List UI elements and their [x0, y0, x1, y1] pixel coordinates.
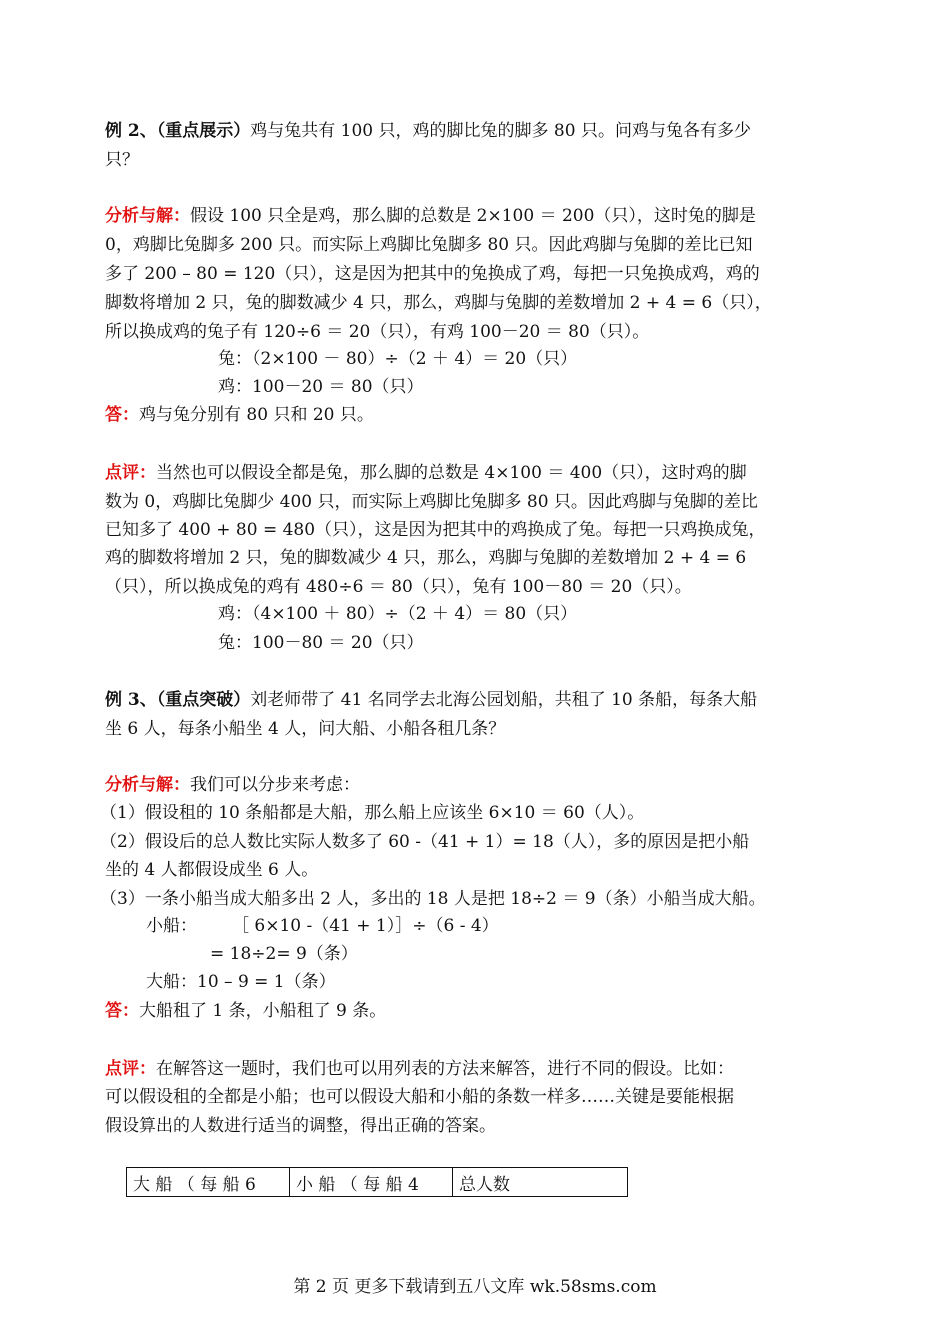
- ex2-question-line2: 只？: [105, 150, 139, 170]
- ex2-analysis-line3: 多了 200 – 80 = 120（只），这是因为把其中的兔换成了鸡，每把一只兔换成鸡，鸡的: [105, 264, 760, 284]
- ex3-analysis-label: 分析与解：: [105, 775, 190, 795]
- ex2-formula-chicken: 鸡：100－20 ＝ 80（只）: [218, 377, 424, 397]
- ex3-comment-line3: 假设算出的人数进行适当的调整，得出正确的答案。: [105, 1116, 496, 1136]
- table-header-small-boat: 小 船 （ 每 船 4: [290, 1168, 453, 1197]
- ex3-comment-label: 点评：: [105, 1059, 156, 1079]
- ex3-small-boat-formula2: = 18÷2= 9（条）: [210, 944, 358, 964]
- ex3-small-boat-formula1: ［ 6×10 -（41 + 1）］÷（6 - 4）: [232, 916, 499, 936]
- table-header-big-boat: 大 船 （ 每 船 6: [127, 1168, 290, 1197]
- ex2-formula-rabbit: 兔：（2×100 － 80）÷（2 ＋ 4）＝ 20（只）: [218, 349, 578, 369]
- ex3-step2-cont: 坐的 4 人都假设成坐 6 人。: [105, 860, 319, 880]
- ex2-comment-label: 点评：: [105, 463, 156, 483]
- ex3-question-line2: 坐 6 人，每条小船坐 4 人，问大船、小船各租几条？: [105, 719, 506, 739]
- ex2-comment-line4: 鸡的脚数将增加 2 只，兔的脚数减少 4 只，那么，鸡脚与兔脚的差数增加 2 + 4 = 6: [105, 548, 747, 568]
- ex2-label: 例 2、（重点展示）: [105, 121, 251, 141]
- ex3-answer-label: 答：: [105, 1001, 139, 1021]
- page-footer: 第 2 页 更多下载请到五八文库 wk.58sms.com: [293, 1277, 657, 1297]
- ex2-answer: 答：鸡与兔分别有 80 只和 20 只。: [105, 405, 374, 425]
- ex3-small-boat-label: 小船：: [146, 916, 197, 936]
- ex3-step2: （2）假设后的总人数比实际人数多了 60 -（41 + 1）= 18（人），多的原因是把小船: [100, 832, 750, 852]
- table-header-row: [127, 1168, 628, 1197]
- ex2-analysis-label: 分析与解：: [105, 206, 190, 226]
- ex3-question-line1: 例 3、（重点突破）刘老师带了 41 名同学去北海公园划船，共租了 10 条船，每条大船: [105, 690, 758, 710]
- table-header-total: 总人数: [453, 1168, 628, 1197]
- ex2-answer-label: 答：: [105, 405, 139, 425]
- ex3-big-boat-formula: 大船：10 – 9 = 1（条）: [146, 972, 336, 992]
- ex2-formula-rabbit-alt: 兔：100－80 ＝ 20（只）: [218, 633, 424, 653]
- ex3-answer: 答：大船租了 1 条，小船租了 9 条。: [105, 1001, 387, 1021]
- boat-table: [126, 1167, 628, 1197]
- ex2-comment-line3: 已知多了 400 + 80 = 480（只），这是因为把其中的鸡换成了兔。每把一只鸡换成兔，: [105, 520, 766, 540]
- ex2-comment-line5: （只），所以换成兔的鸡有 480÷6 ＝ 80（只），兔有 100－80 ＝ 20（只）。: [105, 577, 692, 597]
- ex2-formula-chicken-alt: 鸡：（4×100 ＋ 80）÷（2 ＋ 4）＝ 80（只）: [218, 604, 578, 624]
- ex2-analysis-line2: 0，鸡脚比兔脚多 200 只。而实际上鸡脚比兔脚多 80 只。因此鸡脚与兔脚的差比已知: [105, 235, 753, 255]
- ex3-step3: （3）一条小船当成大船多出 2 人，多出的 18 人是把 18÷2 ＝ 9（条）小船当成大船。: [100, 889, 766, 909]
- ex2-comment-line1: 点评：当然也可以假设全都是兔，那么脚的总数是 4×100 ＝ 400（只），这时鸡的脚: [105, 463, 747, 483]
- ex2-analysis-line1: 分析与解：假设 100 只全是鸡，那么脚的总数是 2×100 ＝ 200（只），这时兔的脚是: [105, 206, 756, 226]
- ex2-comment-line2: 数为 0，鸡脚比兔脚少 400 只，而实际上鸡脚比兔脚多 80 只。因此鸡脚与兔脚的差比: [105, 492, 758, 512]
- ex3-label: 例 3、（重点突破）: [105, 690, 251, 710]
- ex2-analysis-line5: 所以换成鸡的兔子有 120÷6 ＝ 20（只），有鸡 100－20 ＝ 80（只）。: [105, 322, 650, 342]
- ex3-comment-line2: 可以假设租的全都是小船；也可以假设大船和小船的条数一样多……关键是要能根据: [105, 1087, 734, 1107]
- ex3-step1: （1）假设租的 10 条船都是大船，那么船上应该坐 6×10 ＝ 60（人）。: [100, 803, 645, 823]
- ex3-analysis-intro: 分析与解：我们可以分步来考虑：: [105, 775, 360, 795]
- ex2-question-line1: 例 2、（重点展示）鸡与兔共有 100 只，鸡的脚比兔的脚多 80 只。问鸡与兔各有多少: [105, 121, 751, 141]
- ex3-comment-line1: 点评：在解答这一题时，我们也可以用列表的方法来解答，进行不同的假设。比如：: [105, 1059, 734, 1079]
- ex2-analysis-line4: 脚数将增加 2 只，兔的脚数减少 4 只，那么，鸡脚与兔脚的差数增加 2 + 4 = 6（只），: [105, 293, 772, 313]
